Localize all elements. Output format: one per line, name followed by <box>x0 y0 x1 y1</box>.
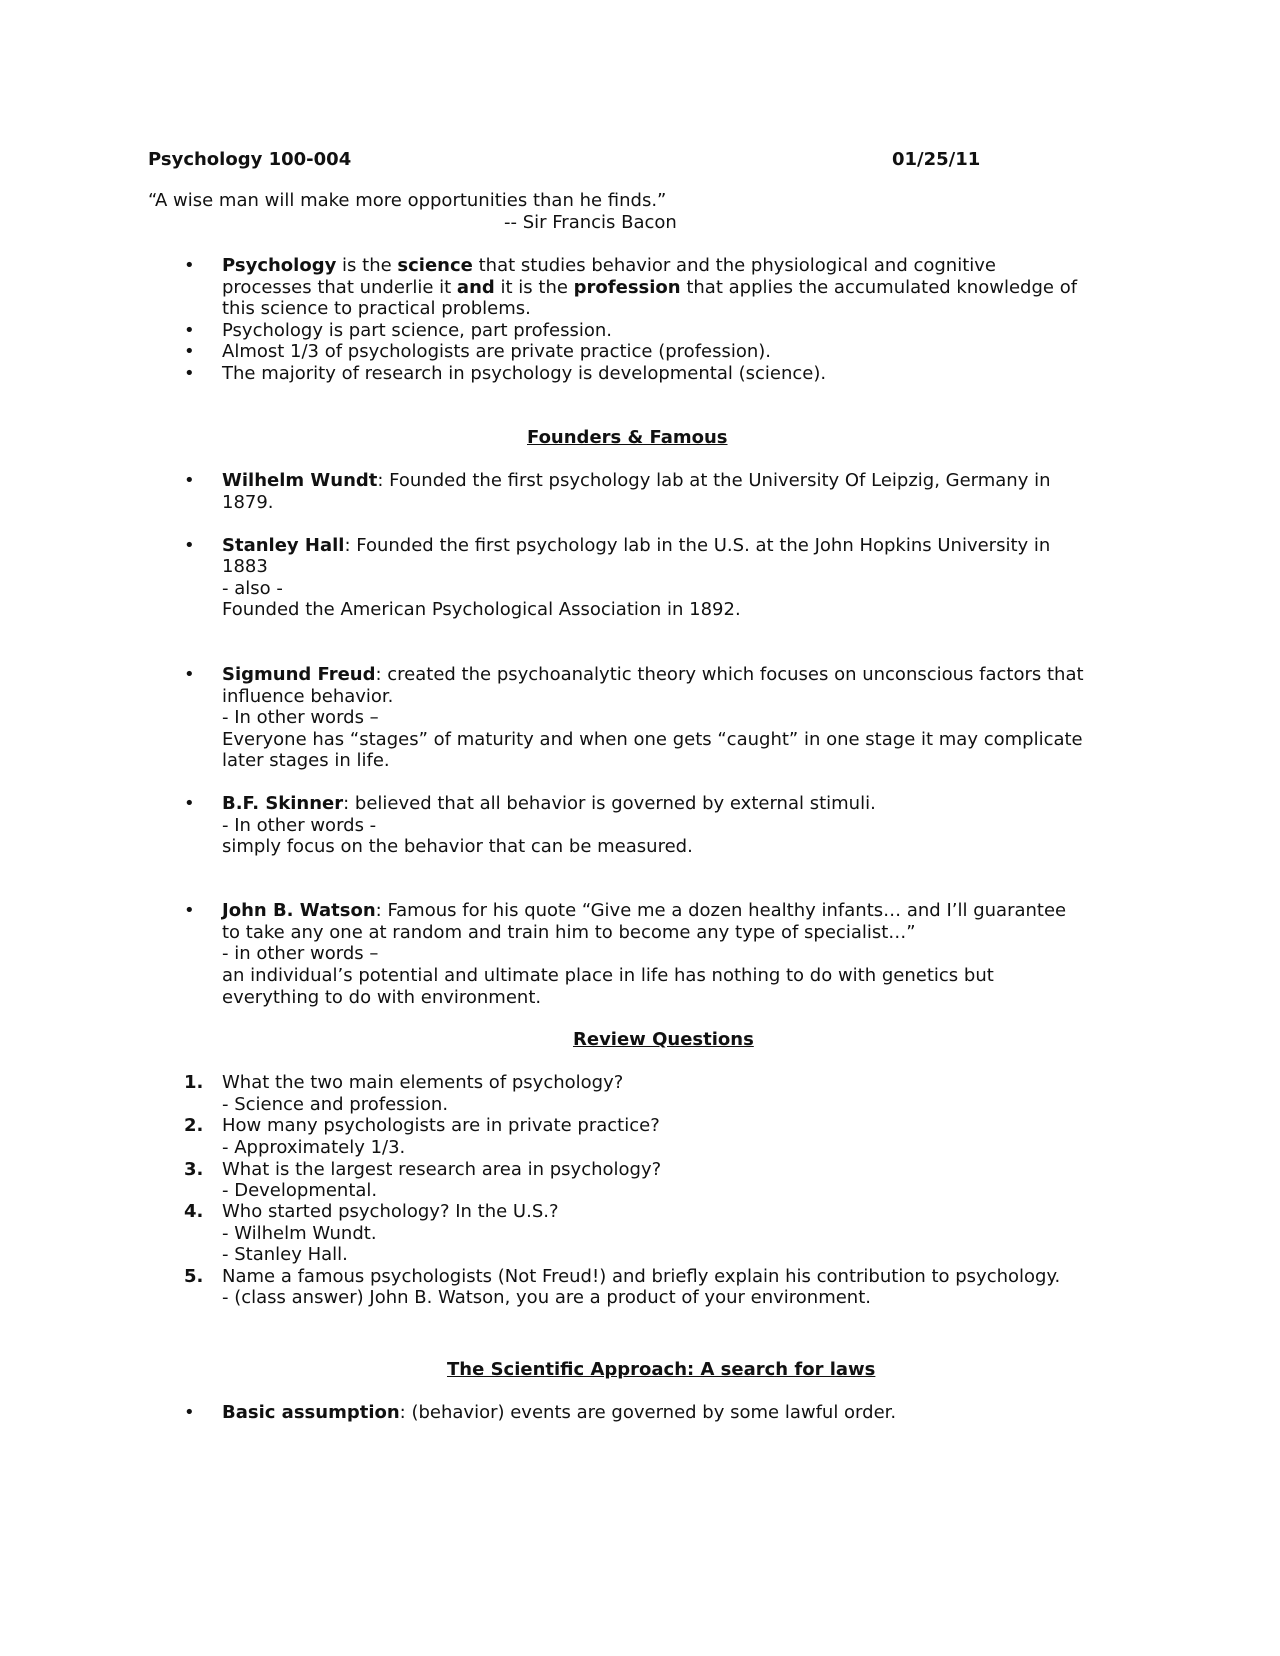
intro-bullet-2: Psychology is part science, part profession. <box>222 320 612 341</box>
hall-line-1: Stanley Hall: Founded the first psychology lab in the U.S. at the John Hopkins University in <box>222 535 1051 556</box>
question-2: How many psychologists are in private practice? <box>222 1115 660 1136</box>
question-number: 4. <box>184 1201 204 1222</box>
bullet-icon: • <box>184 664 195 685</box>
bullet-icon: • <box>184 255 195 276</box>
hall-line-4: Founded the American Psychological Association in 1892. <box>222 599 741 620</box>
skinner-line-1: B.F. Skinner: believed that all behavior is governed by external stimuli. <box>222 793 876 814</box>
bullet-icon: • <box>184 341 195 362</box>
watson-line-5: everything to do with environment. <box>222 987 542 1008</box>
hall-line-2: 1883 <box>222 556 268 577</box>
question-number: 5. <box>184 1266 204 1287</box>
question-4: Who started psychology? In the U.S.? <box>222 1201 559 1222</box>
watson-line-1: John B. Watson: Famous for his quote “Give me a dozen healthy infants… and I’ll guarantee <box>222 900 1067 921</box>
skinner-line-3: simply focus on the behavior that can be measured. <box>222 836 693 857</box>
review-heading: Review Questions <box>573 1029 754 1050</box>
freud-line-4: Everyone has “stages” of maturity and when one gets “caught” in one stage it may complicate <box>222 729 1083 750</box>
intro-bullet-3: Almost 1/3 of psychologists are private practice (profession). <box>222 341 772 362</box>
freud-line-1: Sigmund Freud: created the psychoanalytic theory which focuses on unconscious factors that <box>222 664 1084 685</box>
quote-text: “A wise man will make more opportunities than he finds.” <box>148 190 667 211</box>
freud-line-3: - In other words – <box>222 707 379 728</box>
intro-bullet-1-line-1: Psychology is the science that studies behavior and the physiological and cognitive <box>222 255 996 276</box>
question-5: Name a famous psychologists (Not Freud!) and briefly explain his contribution to psychology. <box>222 1266 1061 1287</box>
lecture-date: 01/25/11 <box>892 149 981 170</box>
bullet-icon: • <box>184 363 195 384</box>
founders-heading: Founders & Famous <box>527 427 728 448</box>
intro-bullet-1-line-2: processes that underlie it and it is the profession that applies the accumulated knowledge of <box>222 277 1078 298</box>
question-3: What is the largest research area in psychology? <box>222 1159 662 1180</box>
answer-4a: - Wilhelm Wundt. <box>222 1223 377 1244</box>
hall-line-3: - also - <box>222 578 283 599</box>
intro-bullet-4: The majority of research in psychology is developmental (science). <box>222 363 827 384</box>
answer-1: - Science and profession. <box>222 1094 449 1115</box>
question-number: 2. <box>184 1115 204 1136</box>
wundt-line-1: Wilhelm Wundt: Founded the first psychology lab at the University Of Leipzig, Germany in <box>222 470 1051 491</box>
scientific-heading: The Scientific Approach: A search for laws <box>447 1359 876 1380</box>
answer-3: - Developmental. <box>222 1180 378 1201</box>
course-title: Psychology 100-004 <box>148 149 352 170</box>
bullet-icon: • <box>184 535 195 556</box>
watson-line-3: - in other words – <box>222 943 379 964</box>
watson-line-2: to take any one at random and train him to become any type of specialist…” <box>222 922 916 943</box>
question-number: 3. <box>184 1159 204 1180</box>
freud-line-5: later stages in life. <box>222 750 390 771</box>
skinner-line-2: - In other words - <box>222 815 377 836</box>
bullet-icon: • <box>184 470 195 491</box>
wundt-line-2: 1879. <box>222 492 274 513</box>
bullet-icon: • <box>184 320 195 341</box>
bullet-icon: • <box>184 900 195 921</box>
question-number: 1. <box>184 1072 204 1093</box>
scientific-bullet-1: Basic assumption: (behavior) events are governed by some lawful order. <box>222 1402 897 1423</box>
answer-2: - Approximately 1/3. <box>222 1137 406 1158</box>
question-1: What the two main elements of psychology? <box>222 1072 624 1093</box>
intro-bullet-1-line-3: this science to practical problems. <box>222 298 531 319</box>
bullet-icon: • <box>184 793 195 814</box>
answer-5: - (class answer) John B. Watson, you are a product of your environment. <box>222 1287 871 1308</box>
quote-attribution: -- Sir Francis Bacon <box>504 212 677 233</box>
answer-4b: - Stanley Hall. <box>222 1244 348 1265</box>
bullet-icon: • <box>184 1402 195 1423</box>
watson-line-4: an individual’s potential and ultimate place in life has nothing to do with genetics but <box>222 965 994 986</box>
freud-line-2: influence behavior. <box>222 686 394 707</box>
